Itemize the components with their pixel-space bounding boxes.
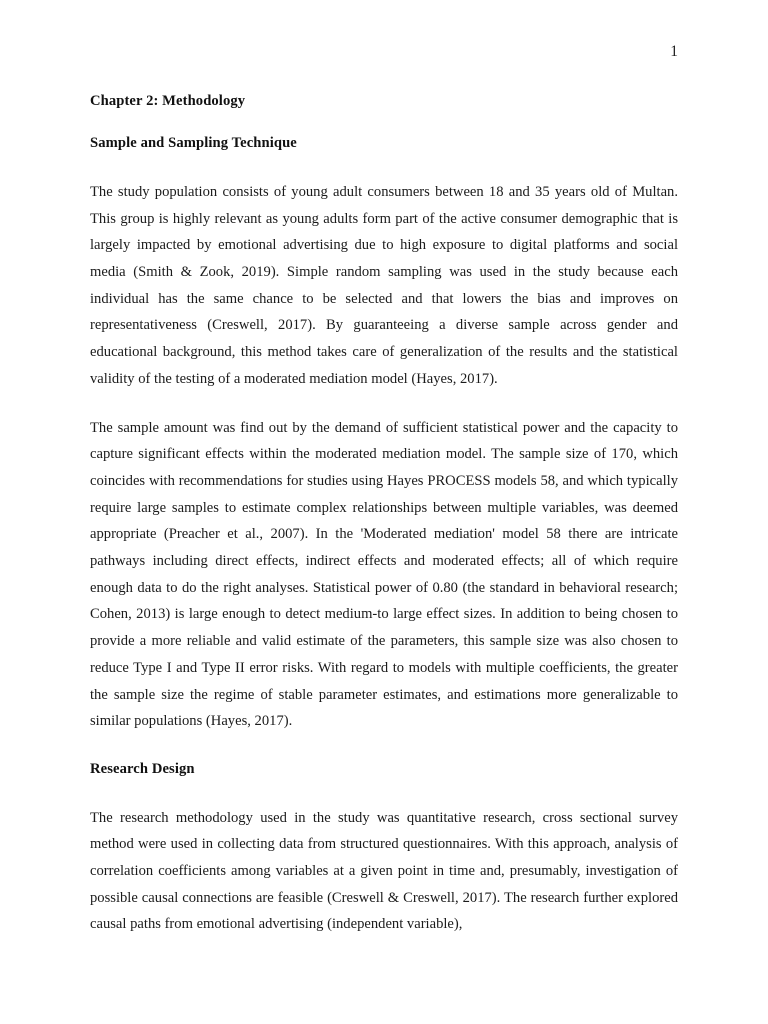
paragraph: The sample amount was find out by the demand of sufficient statistical power and the capacity to capture significant effects within the moderated mediation model. The sample size of 170, which coincides with recommendations for studies using Hayes PROCESS models 58, and which typically require large samples to estimate complex relationships between multiple variables, was deemed appropriate (Preacher et al., 2007). In the 'Moderated mediation' model 58 there are intricate pathways including direct effects, indirect effects and moderated effects; all of which require enough data to do the right analyses. Statistical power of 0.80 (the standard in behavioral research; Cohen, 2013) is large enough to detect medium-to large effect sizes. In addition to being chosen to provide a more reliable and valid estimate of the parameters, this sample size was also chosen to reduce Type I and Type II error risks. With regard to models with multiple coefficients, the greater the sample size the regime of stable parameter estimates, and estimations more generalizable to similar populations (Hayes, 2017). xyxy=(90,419,678,730)
page-number: 1 xyxy=(670,43,678,60)
chapter-heading: Chapter 2: Methodology xyxy=(90,93,246,109)
paragraph: The study population consists of young adult consumers between 18 and 35 years old of Multan. This group is highly relevant as young adults form part of the active consumer demographic that is largely impacted by emotional advertising due to high exposure to digital platforms and social media (Smith & Zook, 2019). Simple random sampling was used in the study because each individual has the same chance to be selected and that lowers the bias and improves on representativeness (Creswell, 2017). By guaranteeing a diverse sample across gender and educational background, this method takes care of generalization of the results and the statistical validity of the testing of a moderated mediation model (Hayes, 2017). xyxy=(90,183,678,387)
document-body xyxy=(90,92,678,938)
section-heading-sample-and-sampling-technique: Sample and Sampling Technique xyxy=(90,135,297,152)
section-heading-research-design: Research Design xyxy=(90,760,195,777)
paragraph: The research methodology used in the study was quantitative research, cross sectional survey method were used in collecting data from structured questionnaires. With this approach, analysis of correlation coefficients among variables at a given point in time and, presumably, investigation of possible causal connections are feasible (Creswell & Creswell, 2017). The research further explored causal paths from emotional advertising (independent variable), xyxy=(90,809,678,933)
